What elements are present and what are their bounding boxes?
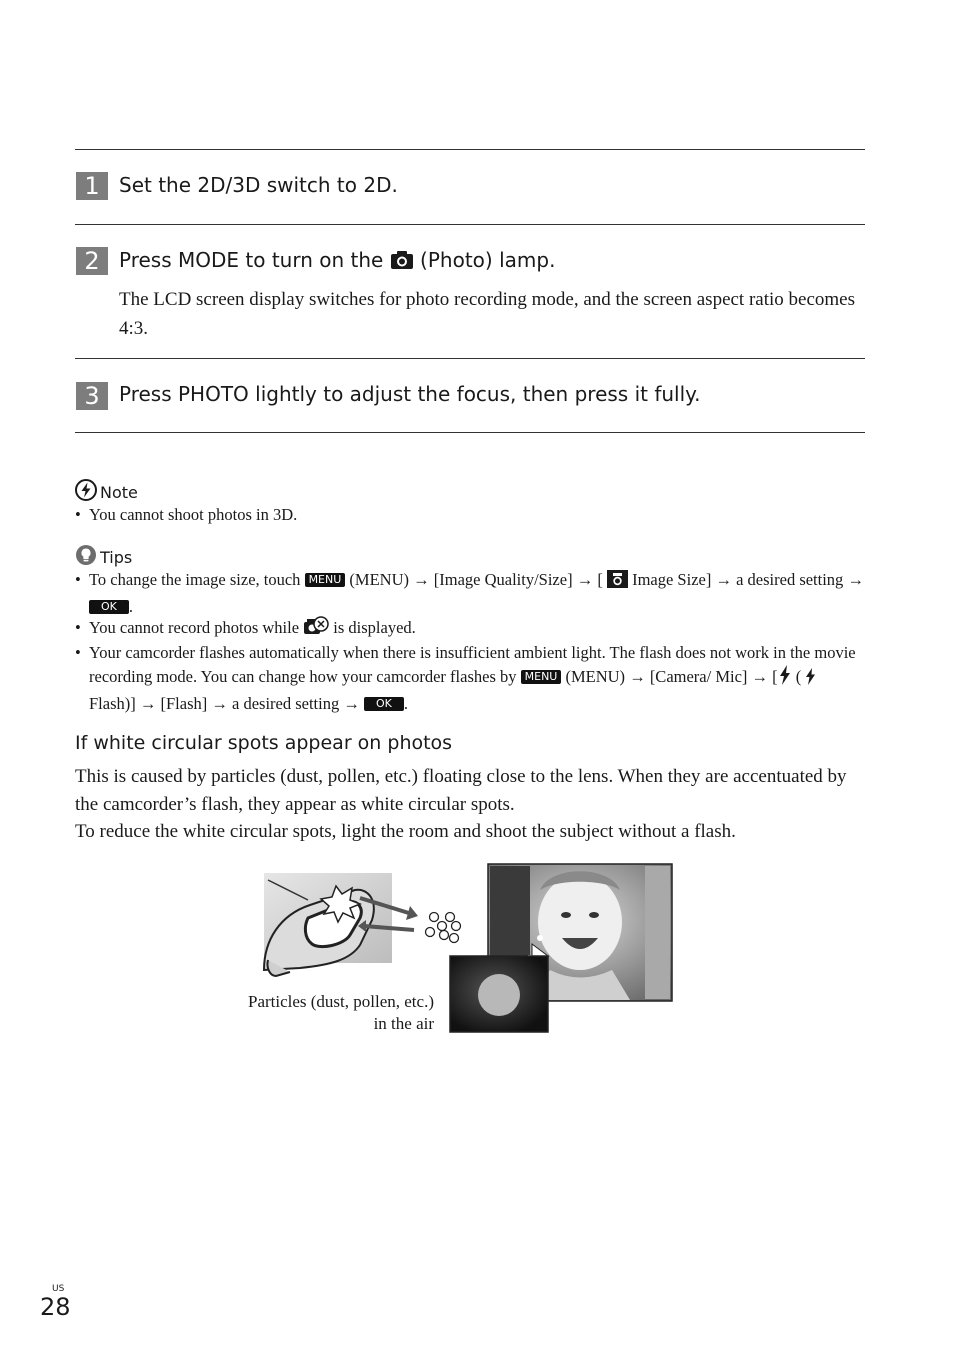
caption-line-1: Particles (dust, pollen, etc.) — [247, 992, 434, 1011]
page-region-code: US — [52, 1284, 65, 1294]
white-spot — [537, 935, 543, 941]
arrow-icon: → — [413, 570, 430, 589]
note-label-text: Note — [100, 482, 138, 502]
camera-icon — [390, 250, 414, 275]
flash-auto-icon — [778, 665, 792, 692]
tip-item-3: • Your camcorder flashes automatically when there is insufficient ambient light. The flash does not work in the movie recording mode. You can change how your camcorder flashes by MENU (MENU) → [Camera/ Mic] → [ ( Flash)] → [Flash] → a desired setting → OK . — [75, 643, 856, 713]
rule-step-1 — [75, 224, 865, 225]
tips-label — [75, 544, 132, 570]
menu-badge: MENU — [305, 573, 346, 587]
step-2-title-pre: Press MODE to turn on the — [119, 248, 390, 272]
white-spots-para-2: To reduce the white circular spots, light the room and shoot the subject without a flash. — [75, 821, 736, 842]
rule-step-3 — [75, 432, 865, 433]
step-3-number: 3 — [76, 382, 108, 410]
tip-item-2: • You cannot record photos while is displayed. — [75, 616, 865, 643]
step-2-title — [119, 248, 555, 275]
arrow-icon: → — [576, 570, 594, 589]
zoomed-white-spot — [478, 974, 520, 1016]
tips-label-text: Tips — [100, 547, 133, 567]
camera-shake-warning-icon — [303, 616, 329, 643]
particles-icon — [426, 913, 461, 943]
step-1-number: 1 — [76, 172, 108, 200]
white-spots-para-1: This is caused by particles (dust, pollen, etc.) floating close to the lens. When they are accentuated by the camcorder’s flash, they appear as white circular spots. — [75, 766, 847, 815]
baby-face — [538, 874, 622, 970]
ok-badge: OK — [89, 600, 129, 614]
rule-step-2 — [75, 358, 865, 359]
arrow-icon: → — [847, 570, 864, 589]
step-3-title: Press PHOTO lightly to adjust the focus, then press it fully. — [119, 382, 701, 406]
white-spots-heading: If white circular spots appear on photos — [75, 732, 453, 754]
menu-badge: MENU — [521, 670, 562, 684]
note-label — [75, 479, 138, 505]
tips-icon — [75, 544, 97, 570]
caption-line-2: in the air — [373, 1014, 434, 1033]
arrow-icon: → — [629, 667, 646, 686]
ok-badge: OK — [364, 697, 404, 711]
arrow-icon: → — [139, 694, 157, 713]
illustration-caption — [248, 991, 434, 1035]
note-icon — [75, 479, 97, 505]
step-2-number: 2 — [76, 247, 108, 275]
arrow-icon: → — [343, 694, 360, 713]
tip-item-1: • To change the image size, touch MENU (MENU) → [Image Quality/Size] → [ Image Size] → a desired setting → OK . — [75, 570, 864, 616]
camera-icon — [607, 570, 628, 595]
step-2-title-post: (Photo) lamp. — [413, 248, 556, 272]
flash-icon — [805, 668, 816, 692]
step-1-title: Set the 2D/3D switch to 2D. — [119, 173, 398, 197]
step-2-body: The LCD screen display switches for photo recording mode, and the screen aspect ratio becomes 4:3. — [119, 289, 855, 339]
page-number: 28 — [40, 1293, 71, 1321]
arrow-icon: → — [715, 570, 732, 589]
note-item-1: • You cannot shoot photos in 3D. — [75, 505, 298, 524]
rule-top — [75, 149, 865, 150]
arrow-icon: → — [211, 694, 228, 713]
arrow-icon: → — [751, 667, 769, 686]
